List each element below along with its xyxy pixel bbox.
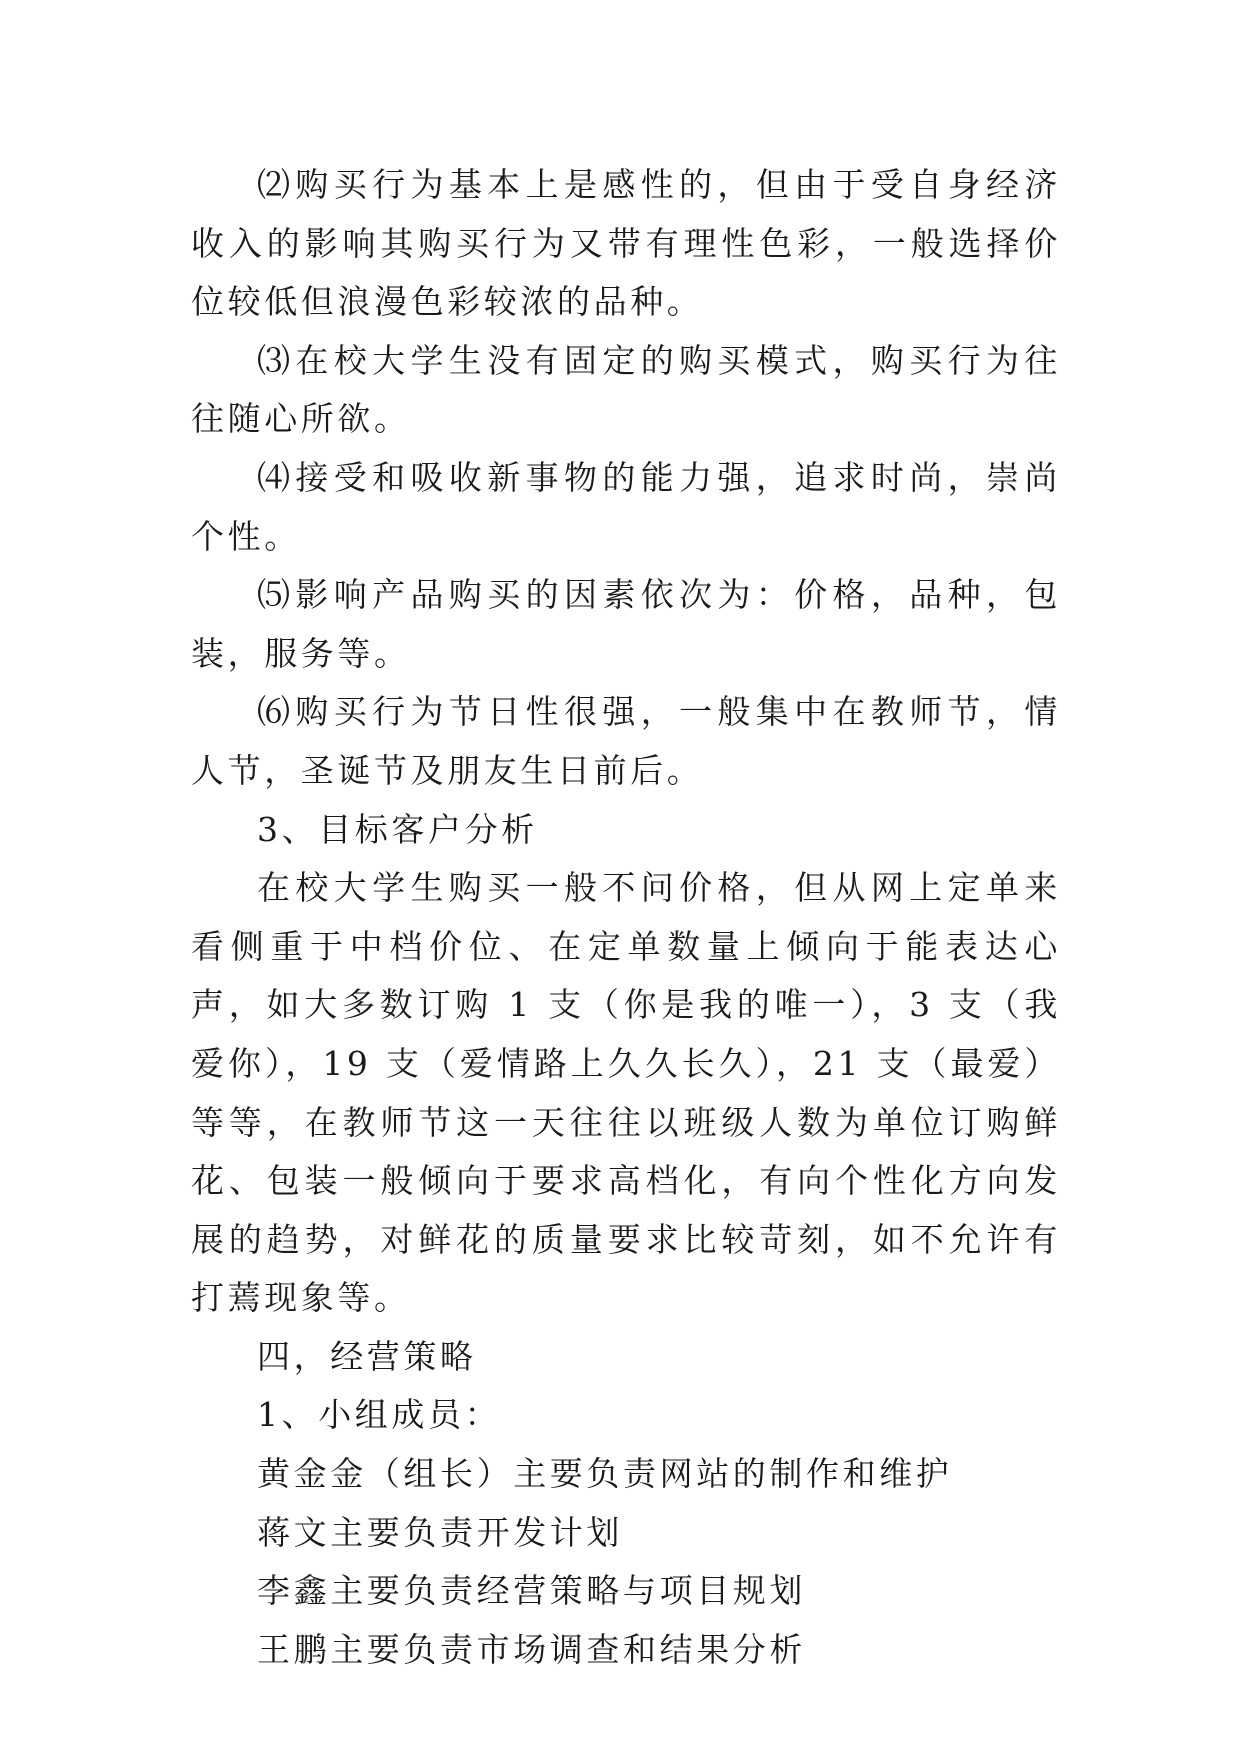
heading-business-strategy: 四，经营策略 (257, 1336, 477, 1376)
team-member-item: 王鹏主要负责市场调查和结果分析 (257, 1629, 806, 1669)
paragraph-accept-new-things: ⑷接受和吸收新事物的能力强，追求时尚，崇尚个性。 (191, 457, 1061, 556)
heading-team-members: 1、小组成员： (257, 1395, 502, 1435)
paragraph-purchase-behavior-rational: ⑵购买行为基本上是感性的，但由于受自身经济收入的影响其购买行为又带有理性色彩，一般选择价位较低但浪漫色彩较浓的品种。 (191, 165, 1061, 322)
paragraph-purchase-factors: ⑸影响产品购买的因素依次为：价格，品种，包装，服务等。 (191, 575, 1061, 673)
paragraph-holiday-purchases: ⑹购买行为节日性很强，一般集中在教师节，情人节，圣诞节及朋友生日前后。 (191, 692, 1061, 790)
paragraph-target-customer-details: 在校大学生购买一般不问价格，但从网上定单来看侧重于中档价位、在定单数量上倾向于能表达心声，如大多数订购 1 支（你是我的唯一），3 支（我爱你），19 支（爱情路上久久长久），21 支（最爱）等等，在教师节这一天往往以班级人数为单位订购鲜花、包装一般倾向于要求高档化，有向个性化方向发展的趋势，对鲜花的质量要求比较苛刻，如不允许有打蔫现象等。 (191, 868, 1061, 1318)
heading-target-customer-analysis: 3、目标客户分析 (257, 809, 538, 849)
document-body (191, 156, 1061, 1679)
team-member-item: 黄金金（组长）主要负责网站的制作和维护 (257, 1454, 953, 1494)
paragraph-no-fixed-purchase-pattern: ⑶在校大学生没有固定的购买模式，购买行为往往随心所欲。 (191, 340, 1061, 439)
team-member-item: 蒋文主要负责开发计划 (257, 1512, 623, 1552)
team-member-item: 李鑫主要负责经营策略与项目规划 (257, 1571, 806, 1611)
